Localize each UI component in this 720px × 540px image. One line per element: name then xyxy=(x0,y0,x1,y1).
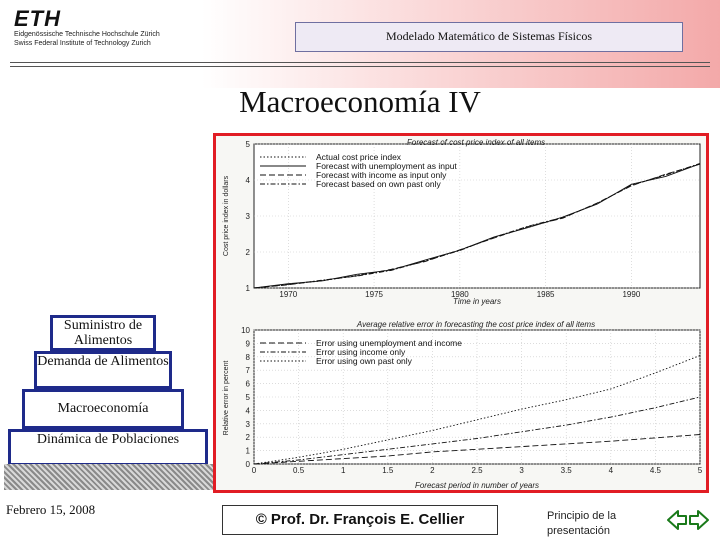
x-tick-label: 1980 xyxy=(450,290,469,299)
y-tick-label: 4 xyxy=(245,406,250,416)
slide-title: Macroeconomía IV xyxy=(239,84,481,119)
y-tick-label: 5 xyxy=(245,140,250,149)
y-tick-label: 6 xyxy=(245,379,250,389)
y-tick-label: 1 xyxy=(245,446,250,456)
top-chart-ylabel: Cost price index in dollars xyxy=(223,175,230,257)
bottom-chart-xlabel: Forecast period in number of years xyxy=(414,481,540,490)
y-tick-label: 1 xyxy=(245,284,250,293)
pyramid-base-shadow xyxy=(4,464,213,490)
y-tick-label: 9 xyxy=(245,339,250,349)
legend-label: Error using unemployment and income xyxy=(316,338,462,348)
x-tick-label: 1985 xyxy=(536,290,555,299)
top-chart-title: Forecast of cost price index of all items xyxy=(406,138,546,147)
bottom-chart-title: Average relative error in forecasting the cost price index of all items xyxy=(356,320,596,329)
x-tick-label: 4.5 xyxy=(649,466,661,475)
x-tick-label: 0.5 xyxy=(293,466,305,475)
copyright-notice: © Prof. Dr. François E. Cellier xyxy=(222,505,498,535)
course-title: Modelado Matemático de Sistemas Físicos xyxy=(295,22,683,52)
left-right-arrows-icon[interactable] xyxy=(666,508,710,532)
legend-label: Forecast with income as input only xyxy=(316,170,447,180)
top-chart-xlabel: Time in years xyxy=(453,297,501,306)
institution-line2: Swiss Federal Institute of Technology Zurich xyxy=(14,40,151,47)
header-divider xyxy=(10,62,710,63)
forecast-charts xyxy=(216,136,706,490)
y-tick-label: 5 xyxy=(245,393,250,402)
x-tick-label: 0 xyxy=(251,466,257,475)
y-tick-label: 7 xyxy=(245,366,250,376)
header-divider-2 xyxy=(10,66,710,67)
x-tick-label: 4 xyxy=(608,466,614,475)
y-tick-label: 3 xyxy=(245,212,250,221)
x-tick-label: 3.5 xyxy=(560,466,572,475)
y-tick-label: 4 xyxy=(245,176,250,185)
x-tick-label: 2.5 xyxy=(471,466,483,475)
x-tick-label: 1970 xyxy=(279,290,298,299)
x-tick-label: 1975 xyxy=(365,290,383,299)
home-link[interactable]: Principio de la presentación xyxy=(547,510,617,537)
eth-logo-text: ETH xyxy=(14,6,61,31)
x-tick-label: 3 xyxy=(519,466,524,475)
x-tick-label: 1990 xyxy=(622,290,641,299)
pyramid-layer-food-demand: Demanda de Alimentos xyxy=(34,351,172,389)
legend-label: Error using own past only xyxy=(316,356,412,366)
x-tick-label: 2 xyxy=(430,466,435,475)
institution-line1: Eidgenössische Technische Hochschule Zürich xyxy=(14,31,160,38)
x-tick-label: 5 xyxy=(697,466,703,475)
forecast-figure xyxy=(213,133,709,493)
x-tick-label: 1 xyxy=(340,466,346,475)
pyramid-layer-population-dynamics: Dinámica de Poblaciones xyxy=(8,429,208,466)
nav-next-arrow[interactable] xyxy=(690,511,708,529)
y-tick-label: 2 xyxy=(245,248,250,257)
legend-label: Error using income only xyxy=(316,347,406,357)
eth-logo xyxy=(14,8,160,48)
y-tick-label: 10 xyxy=(241,326,250,335)
nav-prev-arrow[interactable] xyxy=(668,511,686,529)
legend-label: Actual cost price index xyxy=(316,152,402,162)
legend-label: Forecast with unemployment as input xyxy=(316,161,457,171)
legend-label: Forecast based on own past only xyxy=(316,179,441,189)
bottom-chart-ylabel: Relative error in percent xyxy=(223,360,230,436)
pyramid-layer-food-supply: Suministro de Alimentos xyxy=(50,315,156,351)
y-tick-label: 0 xyxy=(245,460,250,469)
y-tick-label: 8 xyxy=(245,352,250,362)
y-tick-label: 2 xyxy=(245,433,250,443)
y-tick-label: 3 xyxy=(245,419,250,429)
pyramid-layer-macroeconomy: Macroeconomía xyxy=(22,389,184,429)
x-tick-label: 1.5 xyxy=(382,466,394,475)
presentation-date: Febrero 15, 2008 xyxy=(6,502,96,517)
